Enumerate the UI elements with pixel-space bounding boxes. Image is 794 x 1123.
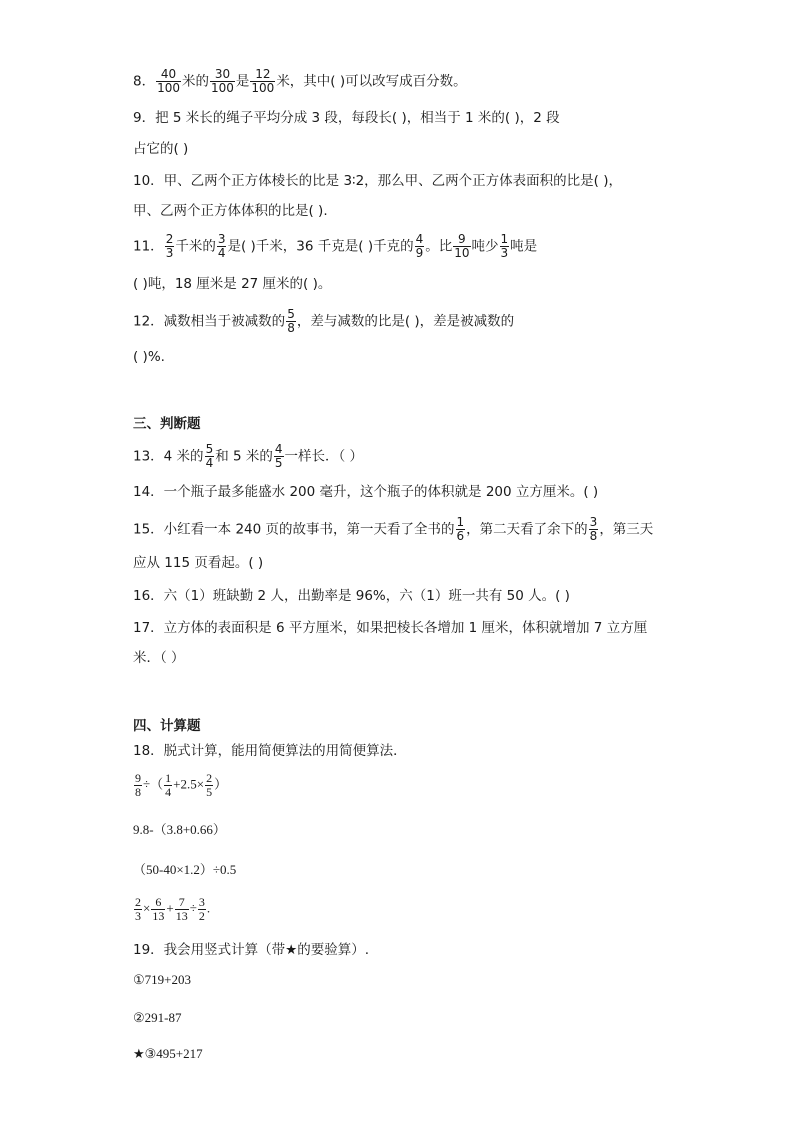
- question-11-line-1: 11． $\frac{2}{3}$ 千米的 $\frac{3}{4}$ 是( )千米，36 千克是( )千克的 $\frac{4}{9}$ 。比 $\frac{9}{10}$ 吨少 $\frac{1}{3}$ 吨是: [133, 232, 538, 260]
- fraction: $\frac{12}{100}$: [251, 67, 275, 95]
- question-12-line-1: 12．减数相当于被减数的 $\frac{5}{8}$ ，差与减数的比是( )，差是被减数的: [133, 307, 515, 335]
- expression-1: $\frac{9}{8}$ ÷（ $\frac{1}{4}$ +2.5× $\frac{2}{5}$ ）: [135, 771, 228, 799]
- question-17-line-1: 17．立方体的表面积是 6 平方厘米，如果把棱长各增加 1 厘米，体积就增加 7 立方厘: [133, 620, 648, 636]
- vertical-calc-item-2: ②291-87: [133, 1010, 182, 1025]
- question-11-line-2: ( )吨，18 厘米是 27 厘米的( )。: [133, 276, 332, 292]
- fraction: $\frac{4}{5}$: [274, 442, 283, 470]
- question-9-line-1: 9．把 5 米长的绳子平均分成 3 段，每段长( )，相当于 1 米的( )，2 段: [133, 110, 560, 126]
- fraction: $\frac{4}{9}$: [415, 232, 424, 260]
- fraction: $\frac{30}{100}$: [211, 67, 234, 95]
- fraction: $\frac{9}{10}$: [454, 232, 470, 260]
- question-8: 8． $\frac{40}{100}$ 米的 $\frac{30}{100}$ 是 $\frac{12}{100}$ 米，其中( )可以改写成百分数。: [133, 67, 467, 95]
- fraction: $\frac{1}{6}$: [456, 515, 465, 543]
- section-heading-calculation: 四、计算题: [133, 718, 201, 734]
- fraction: $\frac{2}{3}$: [135, 895, 141, 923]
- fraction: $\frac{9}{8}$: [135, 771, 141, 799]
- fraction: $\frac{1}{4}$: [165, 771, 172, 799]
- section-heading-judgement: 三、判断题: [133, 416, 201, 432]
- vertical-calc-item-3: ★③495+217: [133, 1046, 203, 1061]
- question-14: 14．一个瓶子最多能盛水 200 毫升，这个瓶子的体积就是 200 立方厘米。( ): [133, 484, 599, 500]
- fraction: $\frac{3}{4}$: [217, 232, 226, 260]
- fraction: $\frac{3}{8}$: [589, 515, 598, 543]
- expression-2: 9.8-（3.8+0.66）: [133, 822, 226, 837]
- question-10-line-1: 10．甲、乙两个正方体棱长的比是 3∶2，那么甲、乙两个正方体表面积的比是( )，: [133, 173, 622, 189]
- expression-3: （50-40×1.2）÷0.5: [133, 862, 237, 877]
- question-16: 16．六（1）班缺勤 2 人，出勤率是 96%，六（1）班一共有 50 人。( ): [133, 588, 570, 604]
- question-15-line-1: 15．小红看一本 240 页的故事书，第一天看了全书的 $\frac{1}{6}$ ，第二天看了余下的 $\frac{3}{8}$ ，第三天: [133, 515, 654, 543]
- question-9-line-2: 占它的( ): [133, 141, 189, 157]
- fraction: $\frac{40}{100}$: [157, 67, 180, 95]
- question-19-title: 19．我会用竖式计算（带★的要验算）.: [133, 942, 370, 958]
- question-18-title: 18．脱式计算，能用简便算法的用简便算法．: [133, 743, 407, 759]
- fraction: $\frac{5}{8}$: [287, 307, 295, 335]
- fraction: $\frac{6}{13}$: [152, 895, 165, 923]
- fraction: $\frac{2}{5}$: [206, 771, 213, 799]
- fraction: $\frac{2}{3}$: [165, 232, 174, 260]
- question-17-line-2: 米．（ ）: [133, 650, 185, 666]
- expression-4: $\frac{2}{3}$ × $\frac{6}{13}$ + $\frac{7}{13}$ ÷ $\frac{3}{2}$ .: [135, 895, 211, 923]
- fraction: $\frac{7}{13}$: [175, 895, 188, 923]
- vertical-calc-item-1: ①719+203: [133, 972, 191, 987]
- question-15-line-2: 应从 115 页看起。( ): [133, 555, 264, 571]
- fraction: $\frac{3}{2}$: [198, 895, 205, 923]
- question-10-line-2: 甲、乙两个正方体体积的比是( ).: [133, 203, 328, 219]
- fraction: $\frac{1}{3}$: [500, 232, 509, 260]
- fraction: $\frac{5}{4}$: [205, 442, 214, 470]
- question-13: 13．4 米的 $\frac{5}{4}$ 和 5 米的 $\frac{4}{5}$ 一样长．（ ）: [133, 442, 364, 470]
- question-12-line-2: ( )%.: [133, 349, 165, 365]
